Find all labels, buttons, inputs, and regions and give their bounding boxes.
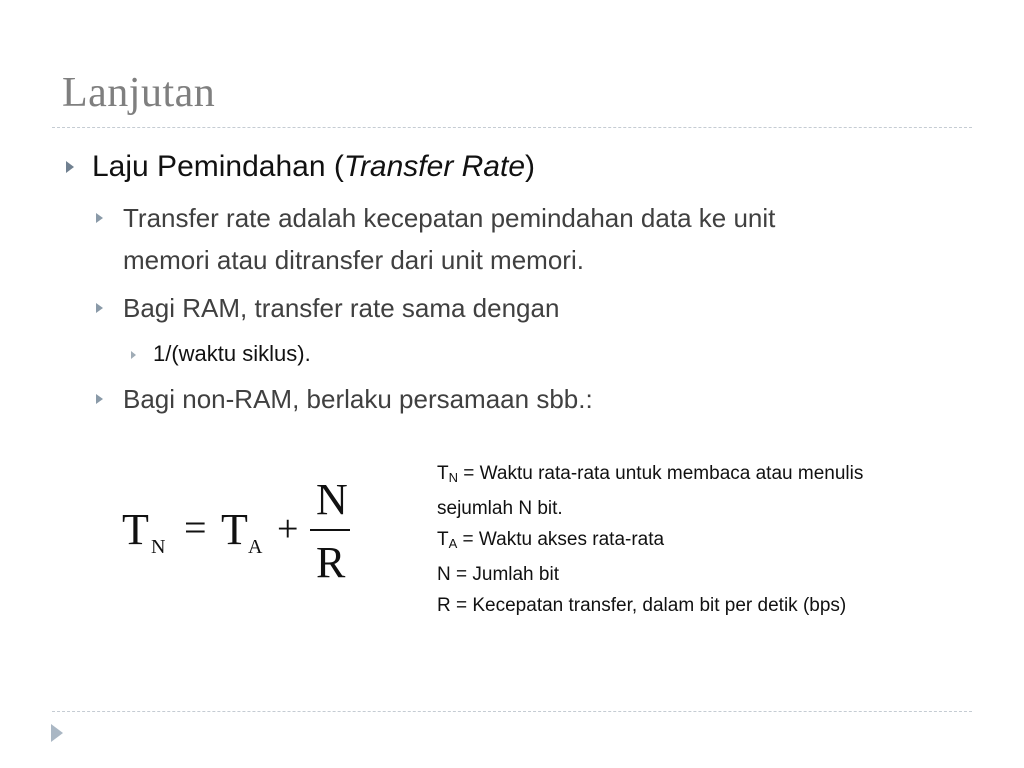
slide-title: Lanjutan bbox=[62, 70, 216, 116]
transfer-rate-formula bbox=[122, 475, 362, 588]
legend-ta-label: T bbox=[437, 529, 449, 550]
legend-tn-label: T bbox=[437, 463, 449, 484]
bullet-triangle-icon bbox=[66, 161, 74, 173]
fraction-bar bbox=[310, 529, 350, 531]
legend-n: N = Jumlah bit bbox=[437, 564, 559, 585]
formula-t2: T bbox=[221, 505, 248, 554]
bullet-triangle-icon bbox=[96, 394, 103, 404]
bullet-triangle-icon bbox=[96, 213, 103, 223]
legend-r: R = Kecepatan transfer, dalam bit per detik (bps) bbox=[437, 595, 847, 616]
legend-tn-continued: sejumlah N bit. bbox=[437, 498, 563, 519]
formula-numerator: N bbox=[316, 475, 348, 524]
formula-equals: = bbox=[184, 505, 207, 550]
bullet-main-italic: Transfer Rate bbox=[343, 150, 526, 183]
legend-tn bbox=[437, 458, 863, 493]
bullet-sub-1 bbox=[123, 197, 775, 281]
bullet-triangle-icon bbox=[96, 303, 103, 313]
formula-a-subscript: A bbox=[248, 536, 263, 558]
formula-n-subscript: N bbox=[151, 536, 166, 558]
next-slide-icon[interactable] bbox=[51, 724, 63, 742]
bullet-main-suffix: ) bbox=[525, 150, 536, 183]
bullet-triangle-icon bbox=[131, 351, 136, 359]
formula-plus: + bbox=[277, 508, 299, 550]
legend-ta-text: = Waktu akses rata-rata bbox=[457, 529, 665, 550]
bullet-main bbox=[92, 150, 535, 184]
title-divider bbox=[52, 127, 972, 128]
bullet-sub-2-1: 1/(waktu siklus). bbox=[153, 341, 311, 366]
bullet-sub-1-line2: memori atau ditransfer dari unit memori. bbox=[123, 245, 584, 275]
bullet-sub-3: Bagi non-RAM, berlaku persamaan sbb.: bbox=[123, 384, 593, 414]
formula-t: T bbox=[122, 505, 149, 554]
bullet-sub-1-line1: Transfer rate adalah kecepatan pemindahan data ke unit bbox=[123, 203, 776, 233]
legend-tn-text: = Waktu rata-rata untuk membaca atau menulis bbox=[458, 463, 864, 484]
legend-tn-sub: N bbox=[448, 470, 458, 485]
formula-denominator: R bbox=[316, 538, 346, 587]
formula-legend bbox=[437, 458, 863, 621]
legend-ta-sub: A bbox=[448, 536, 458, 551]
legend-ta bbox=[437, 524, 863, 559]
bullet-main-prefix: Laju Pemindahan ( bbox=[92, 150, 344, 183]
bullet-sub-2: Bagi RAM, transfer rate sama dengan bbox=[123, 293, 560, 323]
footer-divider bbox=[52, 711, 972, 712]
